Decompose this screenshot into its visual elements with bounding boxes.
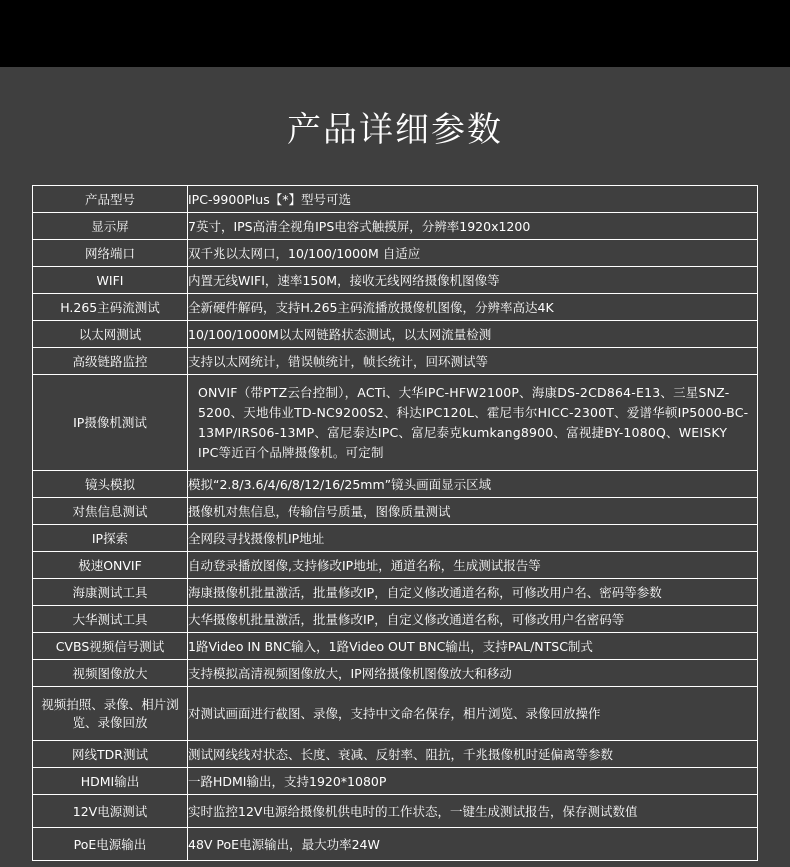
spec-label: 12V电源测试 xyxy=(33,795,188,828)
page-title: 产品详细参数 xyxy=(287,110,503,150)
spec-label: IP摄像机测试 xyxy=(33,375,188,471)
spec-value: 实时监控12V电源给摄像机供电时的工作状态，一键生成测试报告，保存测试数值 xyxy=(188,795,758,828)
spec-label: 大华测试工具 xyxy=(33,606,188,633)
spec-label: 对焦信息测试 xyxy=(33,498,188,525)
spec-label: WIFI xyxy=(33,267,188,294)
spec-label: PoE电源输出 xyxy=(33,828,188,861)
spec-value: 海康摄像机批量激活，批量修改IP，自定义修改通道名称，可修改用户名、密码等参数 xyxy=(188,579,758,606)
table-row xyxy=(33,213,758,240)
spec-value: 一路HDMI输出，支持1920*1080P xyxy=(188,768,758,795)
table-row xyxy=(33,579,758,606)
table-row xyxy=(33,375,758,471)
top-banner xyxy=(0,0,790,67)
spec-label: 高级链路监控 xyxy=(33,348,188,375)
spec-label: 海康测试工具 xyxy=(33,579,188,606)
table-row xyxy=(33,552,758,579)
spec-value: 7英寸，IPS高清全视角IPS电容式触摸屏，分辨率1920x1200 xyxy=(188,213,758,240)
table-row xyxy=(33,687,758,741)
spec-label: H.265主码流测试 xyxy=(33,294,188,321)
spec-value: 支持模拟高清视频图像放大，IP网络摄像机图像放大和移动 xyxy=(188,660,758,687)
spec-value: 测试网线线对状态、长度、衰减、反射率、阻抗，千兆摄像机时延偏离等参数 xyxy=(188,741,758,768)
table-row xyxy=(33,294,758,321)
spec-label: 镜头模拟 xyxy=(33,471,188,498)
spec-label: IP探索 xyxy=(33,525,188,552)
spec-label: 极速ONVIF xyxy=(33,552,188,579)
table-row xyxy=(33,348,758,375)
table-row xyxy=(33,267,758,294)
table-row xyxy=(33,606,758,633)
table-row xyxy=(33,240,758,267)
spec-value: ONVIF（带PTZ云台控制），ACTi、大华IPC-HFW2100P、海康DS-2CD864-E13、三星SNZ-5200、天地伟业TD-NC9200S2、科达IPC120L、霍尼韦尔HICC-2300T、爱谱华顿IP5000-BC-13MP/IRS06-13MP、富尼泰达IPC、富尼泰克kumkang8900、富视捷BY-1080Q、WEISKY IPC等近百个品牌摄像机。可定制 xyxy=(188,375,758,471)
spec-label: HDMI输出 xyxy=(33,768,188,795)
spec-label: 网络端口 xyxy=(33,240,188,267)
table-row xyxy=(33,828,758,861)
spec-value: 全网段寻找摄像机IP地址 xyxy=(188,525,758,552)
spec-value: 双千兆以太网口，10/100/1000M 自适应 xyxy=(188,240,758,267)
spec-value: 48V PoE电源输出，最大功率24W xyxy=(188,828,758,861)
table-row xyxy=(33,321,758,348)
spec-value: 自动登录播放图像,支持修改IP地址，通道名称，生成测试报告等 xyxy=(188,552,758,579)
table-row xyxy=(33,633,758,660)
spec-value: 摄像机对焦信息，传输信号质量，图像质量测试 xyxy=(188,498,758,525)
table-row xyxy=(33,660,758,687)
spec-value: 支持以太网统计，错误帧统计，帧长统计，回环测试等 xyxy=(188,348,758,375)
table-row xyxy=(33,186,758,213)
spec-label: 产品型号 xyxy=(33,186,188,213)
spec-value: IPC-9900Plus【*】型号可选 xyxy=(188,186,758,213)
spec-label: 显示屏 xyxy=(33,213,188,240)
spec-label: 视频拍照、录像、相片浏览、录像回放 xyxy=(33,687,188,741)
table-row xyxy=(33,525,758,552)
spec-label: CVBS视频信号测试 xyxy=(33,633,188,660)
spec-value: 10/100/1000M以太网链路状态测试，以太网流量检测 xyxy=(188,321,758,348)
spec-table xyxy=(32,185,758,861)
table-row xyxy=(33,741,758,768)
spec-value: 模拟“2.8/3.6/4/6/8/12/16/25mm”镜头画面显示区域 xyxy=(188,471,758,498)
spec-label: 视频图像放大 xyxy=(33,660,188,687)
table-row xyxy=(33,768,758,795)
spec-value: 对测试画面进行截图、录像，支持中文命名保存，相片浏览、录像回放操作 xyxy=(188,687,758,741)
table-row xyxy=(33,795,758,828)
table-row xyxy=(33,471,758,498)
spec-value: 全新硬件解码，支持H.265主码流播放摄像机图像，分辨率高达4K xyxy=(188,294,758,321)
table-row xyxy=(33,498,758,525)
spec-label: 网线TDR测试 xyxy=(33,741,188,768)
spec-value: 大华摄像机批量激活，批量修改IP，自定义修改通道名称，可修改用户名密码等 xyxy=(188,606,758,633)
spec-value: 1路Video IN BNC输入，1路Video OUT BNC输出，支持PAL/NTSC制式 xyxy=(188,633,758,660)
spec-label: 以太网测试 xyxy=(33,321,188,348)
spec-value: 内置无线WIFI，速率150M，接收无线网络摄像机图像等 xyxy=(188,267,758,294)
